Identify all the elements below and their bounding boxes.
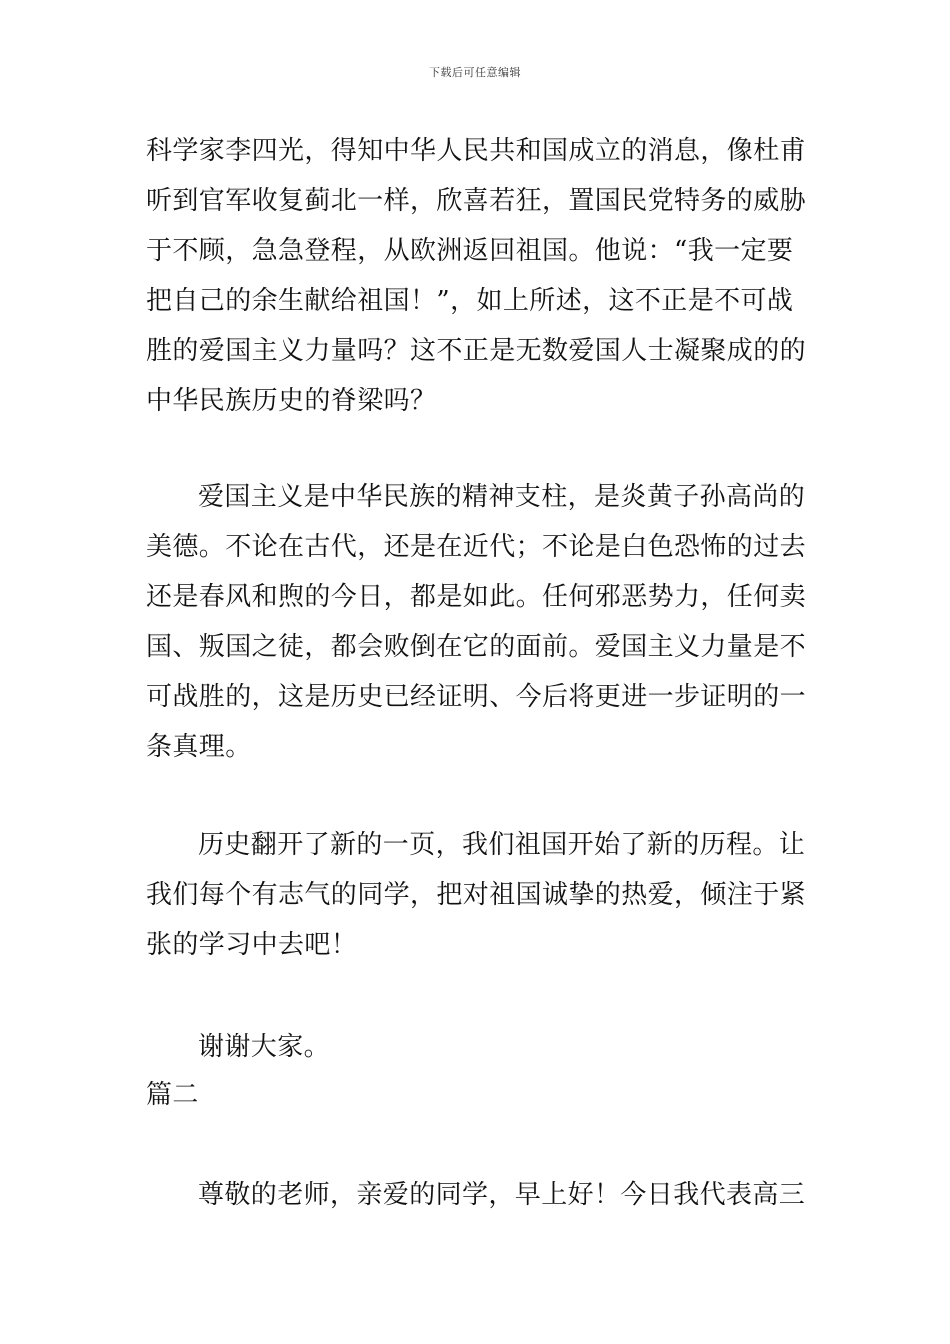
paragraph-line: 谢谢大家。 [198, 1032, 331, 1062]
paragraph-line: 美德。不论在古代，还是在近代；不论是白色恐怖的过去 [146, 532, 807, 562]
section-heading [146, 1070, 808, 1120]
paragraph-line: 国、叛国之徒，都会败倒在它的面前。爱国主义力量是不 [146, 632, 807, 662]
paragraph-line: 把自己的余生献给祖国！”，如上所述，这不正是不可战 [146, 286, 794, 316]
closing-thanks [146, 1022, 808, 1072]
paragraph-line: 听到官军收复蓟北一样，欣喜若狂，置国民党特务的威胁 [146, 186, 807, 216]
paragraph-line: 张的学习中去吧！ [146, 930, 358, 960]
paragraph-line: 可战胜的，这是历史已经证明、今后将更进一步证明的一 [146, 682, 807, 712]
paragraph-2 [146, 472, 808, 772]
paragraph-line: 中华民族历史的脊梁吗？ [146, 386, 437, 416]
paragraph-3 [146, 820, 808, 970]
paragraph-line: 于不顾，急急登程，从欧洲返回祖国。他说：“我一定要 [146, 236, 794, 266]
paragraph-line: 尊敬的老师，亲爱的同学，早上好！今日我代表高三 [198, 1180, 806, 1210]
paragraph-line: 我们每个有志气的同学，把对祖国诚挚的热爱，倾注于紧 [146, 880, 807, 910]
paragraph-line: 爱国主义是中华民族的精神支柱，是炎黄子孙高尚的 [198, 482, 806, 512]
page-header: 下载后可任意编辑 [429, 66, 521, 79]
paragraph-4 [146, 1170, 808, 1220]
section-title: 篇二 [146, 1080, 199, 1110]
paragraph-line: 胜的爱国主义力量吗？这不正是无数爱国人士凝聚成的的 [146, 336, 807, 366]
paragraph-line: 历史翻开了新的一页，我们祖国开始了新的历程。让 [198, 830, 806, 860]
paragraph-line: 还是春风和煦的今日，都是如此。任何邪恶势力，任何卖 [146, 582, 807, 612]
paragraph-line: 科学家李四光，得知中华人民共和国成立的消息，像杜甫 [146, 136, 807, 166]
paragraph-line: 条真理。 [146, 732, 252, 762]
paragraph-1 [146, 126, 808, 426]
